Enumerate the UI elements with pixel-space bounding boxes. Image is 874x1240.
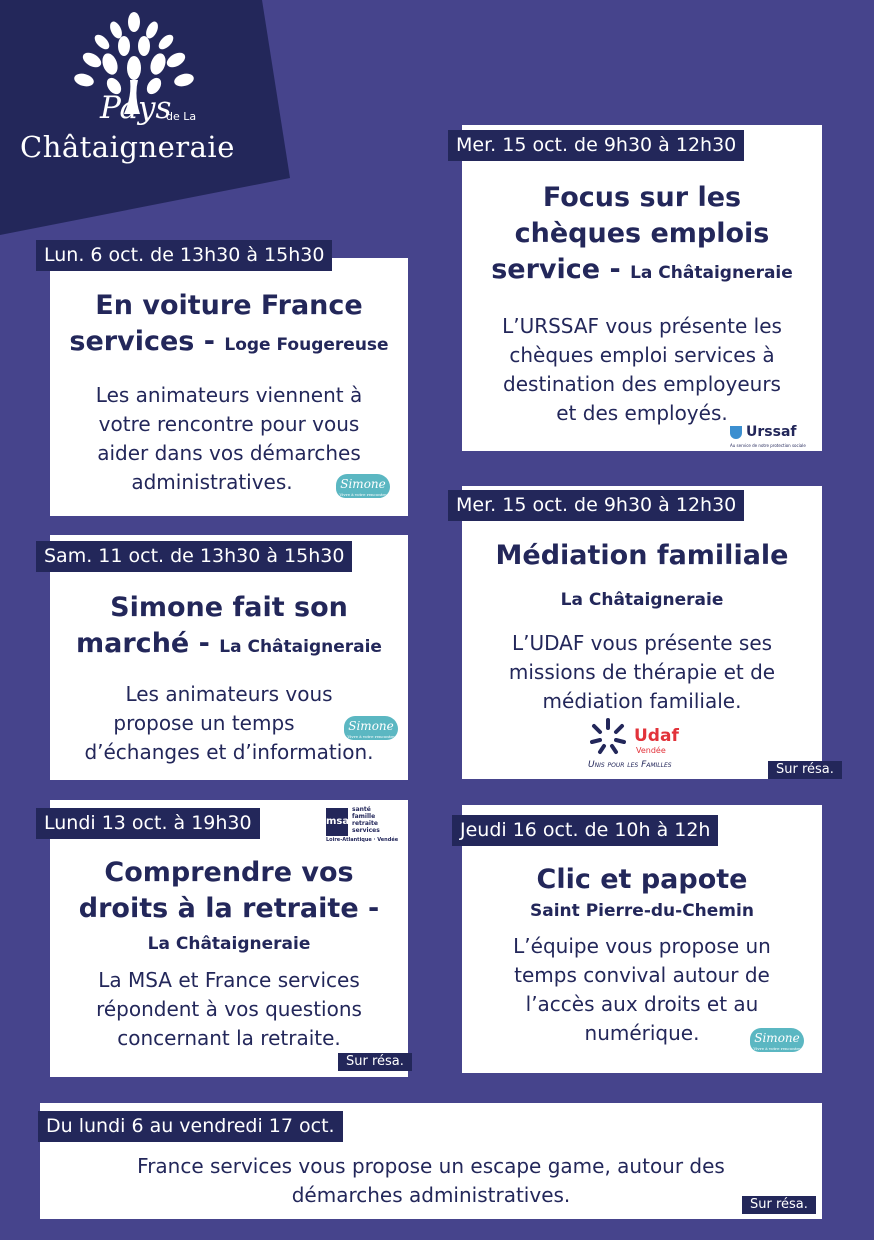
event-location: La Châtaigneraie bbox=[630, 263, 793, 283]
event-description bbox=[40, 1152, 822, 1210]
event-title-line: Comprendre vos bbox=[104, 857, 354, 888]
desc-line: Les animateurs viennent à bbox=[95, 383, 363, 407]
event-date: Lundi 13 oct. à 19h30 bbox=[36, 808, 260, 839]
desc-line: France services vous propose un escape game, autour des bbox=[137, 1154, 725, 1178]
event-date: Mer. 15 oct. de 9h30 à 12h30 bbox=[448, 130, 744, 161]
desc-line: administratives. bbox=[131, 470, 293, 494]
event-title bbox=[50, 288, 408, 363]
event-title bbox=[50, 855, 408, 927]
urssaf-icon bbox=[730, 426, 742, 439]
desc-line: destination des employeurs bbox=[503, 372, 781, 396]
desc-line: concernant la retraite. bbox=[117, 1026, 341, 1050]
desc-line: propose un temps bbox=[113, 711, 295, 735]
urssaf-logo bbox=[730, 424, 816, 450]
event-date: Mer. 15 oct. de 9h30 à 12h30 bbox=[448, 490, 744, 521]
reservation-badge: Sur résa. bbox=[338, 1053, 412, 1071]
simone-logo: Simone Vivre à votre rencontre bbox=[344, 716, 398, 740]
udaf-icon bbox=[588, 716, 628, 756]
desc-line: démarches administratives. bbox=[291, 1183, 571, 1207]
logo-de-la: de La bbox=[166, 110, 197, 123]
event-title-line: Focus sur les bbox=[542, 182, 742, 213]
msa-mark: msa bbox=[326, 808, 348, 836]
event-title-line: services - bbox=[69, 326, 215, 357]
msa-logo bbox=[326, 804, 408, 844]
desc-line: La MSA et France services bbox=[98, 968, 360, 992]
event-date: Jeudi 16 oct. de 10h à 12h bbox=[452, 815, 718, 846]
desc-line: L’URSSAF vous présente les bbox=[502, 314, 782, 338]
desc-line: chèques emploi services à bbox=[509, 343, 775, 367]
event-title-line: service - bbox=[491, 254, 621, 285]
pays-logo bbox=[14, 10, 274, 190]
desc-line: missions de thérapie et de bbox=[508, 660, 776, 684]
event-location: Saint Pierre-du-Chemin bbox=[530, 901, 754, 921]
logo-pays: Pays bbox=[100, 90, 172, 126]
desc-line: aider dans vos démarches bbox=[97, 441, 361, 465]
msa-lines: santé famille retraite services bbox=[352, 806, 380, 834]
event-location: Loge Fougereuse bbox=[224, 335, 389, 355]
event-description bbox=[462, 629, 822, 716]
event-title-line: En voiture France bbox=[95, 290, 363, 321]
simone-logo: Simone Vivre à votre rencontre bbox=[336, 474, 390, 498]
event-date: Sam. 11 oct. de 13h30 à 15h30 bbox=[36, 541, 352, 572]
event-date: Du lundi 6 au vendredi 17 oct. bbox=[38, 1111, 343, 1142]
event-title-line: marché - bbox=[76, 628, 210, 659]
event-title: Médiation familiale bbox=[495, 540, 789, 571]
event-title-line: droits à la retraite - bbox=[78, 893, 380, 924]
event-description bbox=[50, 966, 408, 1053]
event-location: La Châtaigneraie bbox=[219, 637, 382, 657]
event-description bbox=[462, 312, 822, 428]
reservation-badge: Sur résa. bbox=[742, 1196, 816, 1214]
desc-line: répondent à vos questions bbox=[96, 997, 362, 1021]
event-title bbox=[50, 590, 408, 665]
udaf-logo bbox=[588, 716, 700, 774]
desc-line: temps convival autour de bbox=[514, 963, 770, 987]
desc-line: L’équipe vous propose un bbox=[513, 934, 771, 958]
urssaf-tagline: Au service de notre protection sociale bbox=[730, 443, 806, 448]
event-location: La Châtaigneraie bbox=[560, 590, 724, 610]
event-title-line: chèques emplois bbox=[514, 218, 770, 249]
urssaf-name: Urssaf bbox=[746, 424, 797, 440]
simone-logo: Simone Vivre à votre rencontre bbox=[750, 1028, 804, 1052]
udaf-region: Vendée bbox=[636, 746, 666, 755]
desc-line: votre rencontre pour vous bbox=[98, 412, 360, 436]
desc-line: médiation familiale. bbox=[542, 689, 742, 713]
desc-line: et des employés. bbox=[556, 401, 728, 425]
udaf-name: Udaf bbox=[634, 726, 679, 746]
event-location: La Châtaigneraie bbox=[147, 934, 311, 954]
event-title-line: Simone fait son bbox=[110, 592, 348, 623]
event-title: Clic et papote bbox=[536, 864, 748, 895]
reservation-badge: Sur résa. bbox=[768, 761, 842, 779]
desc-line: Les animateurs vous bbox=[125, 682, 333, 706]
desc-line: numérique. bbox=[584, 1021, 700, 1045]
desc-line: d’échanges et d’information. bbox=[84, 740, 374, 764]
logo-chataigneraie: Châtaigneraie bbox=[20, 130, 235, 164]
event-date: Lun. 6 oct. de 13h30 à 15h30 bbox=[36, 240, 332, 271]
event-title bbox=[462, 180, 822, 291]
udaf-tagline: Unis pour les Familles bbox=[588, 760, 672, 770]
desc-line: L’UDAF vous présente ses bbox=[511, 631, 773, 655]
msa-region: Loire-Atlantique · Vendée bbox=[326, 837, 399, 843]
desc-line: l’accès aux droits et au bbox=[525, 992, 759, 1016]
